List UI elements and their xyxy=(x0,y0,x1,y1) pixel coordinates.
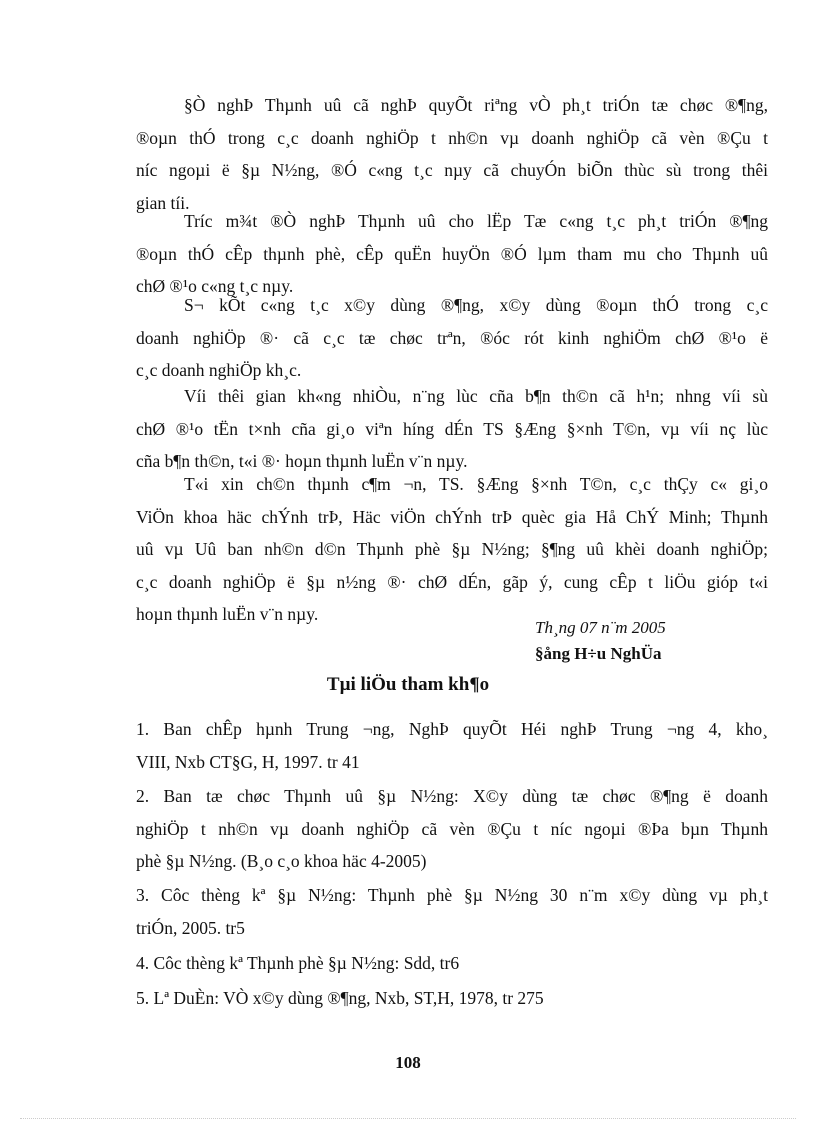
text-line: nghiÖp t nh©n vµ doanh nghiÖp cã vèn ®Çu t níc ngoµi ®Þa bµn Thµnh xyxy=(136,818,768,839)
text-line: §Ò nghÞ Thµnh uû cã nghÞ quyÕt riªng vÒ ph¸t triÓn tæ chøc ®¶ng, xyxy=(184,95,768,115)
text-line: 2. Ban tæ chøc Thµnh uû §µ N½ng: X©y dùng tæ chøc ®¶ng ë doanh xyxy=(136,786,768,806)
reference-item xyxy=(136,780,768,878)
text-line: T«i xin ch©n thµnh c¶m ¬n, TS. §Æng §×nh T©n, c¸c thÇy c« gi¸o xyxy=(184,474,768,494)
text-line: S¬ kÕt c«ng t¸c x©y dùng ®¶ng, x©y dùng ®oµn thÓ trong c¸c xyxy=(184,295,768,315)
text-line: hoµn thµnh luËn v¨n nµy. xyxy=(136,604,319,625)
reference-item xyxy=(136,982,768,1015)
text-line: ®oµn thÓ trong c¸c doanh nghiÖp t nh©n vµ doanh nghiÖp cã vèn ®Çu t xyxy=(136,127,768,148)
page-bottom-divider xyxy=(20,1118,796,1119)
text-line: ®oµn thÓ cÊp thµnh phè, cÊp quËn huyÖn ®Ó lµm tham mu cho Thµnh uû xyxy=(136,243,768,264)
text-line: ViÖn khoa häc chÝnh trÞ, Häc viÖn chÝnh trÞ quèc gia Hå ChÝ Minh; Thµnh xyxy=(136,506,768,527)
text-line: Víi thêi gian kh«ng nhiÒu, n¨ng lùc cña b¶n th©n cã h¹n; nhng víi sù xyxy=(184,386,768,406)
text-line: c¸c doanh nghiÖp kh¸c. xyxy=(136,360,302,381)
text-line: VIII, Nxb CT§G, H, 1997. tr 41 xyxy=(136,751,360,772)
text-line: Tríc m¾t ®Ò nghÞ Thµnh uû cho lËp Tæ c«ng t¸c ph¸t triÓn ®¶ng xyxy=(184,211,768,231)
paragraph xyxy=(136,468,768,631)
reference-item xyxy=(136,713,768,778)
text-line: gian tíi. xyxy=(136,192,190,213)
page-number: 108 xyxy=(395,1053,421,1072)
signature-name: §ång H÷u NghÜa xyxy=(535,644,662,663)
references-heading: Tµi liÖu tham kh¶o xyxy=(326,674,490,695)
text-line: 3. Côc thèng kª §µ N½ng: Thµnh phè §µ N½ng 30 n¨m x©y dùng vµ ph¸t xyxy=(136,885,768,905)
text-line: 1. Ban chÊp hµnh Trung ¬ng, NghÞ quyÕt Héi nghÞ Trung ¬ng 4, kho¸ xyxy=(136,719,768,739)
signature-date: Th¸ng 07 n¨m 2005 xyxy=(535,618,666,637)
paragraph xyxy=(136,289,768,387)
reference-item xyxy=(136,879,768,944)
text-line: 4. Côc thèng kª Thµnh phè §µ N½ng: Sdd, tr6 xyxy=(136,953,460,973)
paragraph xyxy=(136,89,768,219)
reference-item xyxy=(136,947,768,980)
text-line: doanh nghiÖp ®· cã c¸c tæ chøc trªn, ®óc rót kinh nghiÖm chØ ®¹o ë xyxy=(136,327,768,348)
text-line: chØ ®¹o c«ng t¸c nµy. xyxy=(136,276,294,297)
text-line: uû vµ Uû ban nh©n d©n Thµnh phè §µ N½ng; §¶ng uû khèi doanh nghiÖp; xyxy=(136,539,768,560)
text-line: cña b¶n th©n, t«i ®· hoµn thµnh luËn v¨n nµy. xyxy=(136,451,468,472)
paragraph xyxy=(136,380,768,478)
text-line: 5. Lª DuÈn: VÒ x©y dùng ®¶ng, Nxb, ST,H, 1978, tr 275 xyxy=(136,988,544,1008)
text-line: níc ngoµi ë §µ N½ng, ®Ó c«ng t¸c nµy cã chuyÓn biÕn thùc sù trong thêi xyxy=(136,160,768,181)
text-line: phè §µ N½ng. (B¸o c¸o khoa häc 4-2005) xyxy=(136,851,427,872)
text-line: chØ ®¹o tËn t×nh cña gi¸o viªn híng dÉn TS §Æng §×nh T©n, vµ víi nç lùc xyxy=(136,418,768,439)
text-line: triÓn, 2005. tr5 xyxy=(136,917,245,938)
text-line: c¸c doanh nghiÖp ë §µ n½ng ®· chØ dÉn, gãp ý, cung cÊp t liÖu gióp t«i xyxy=(136,571,768,592)
